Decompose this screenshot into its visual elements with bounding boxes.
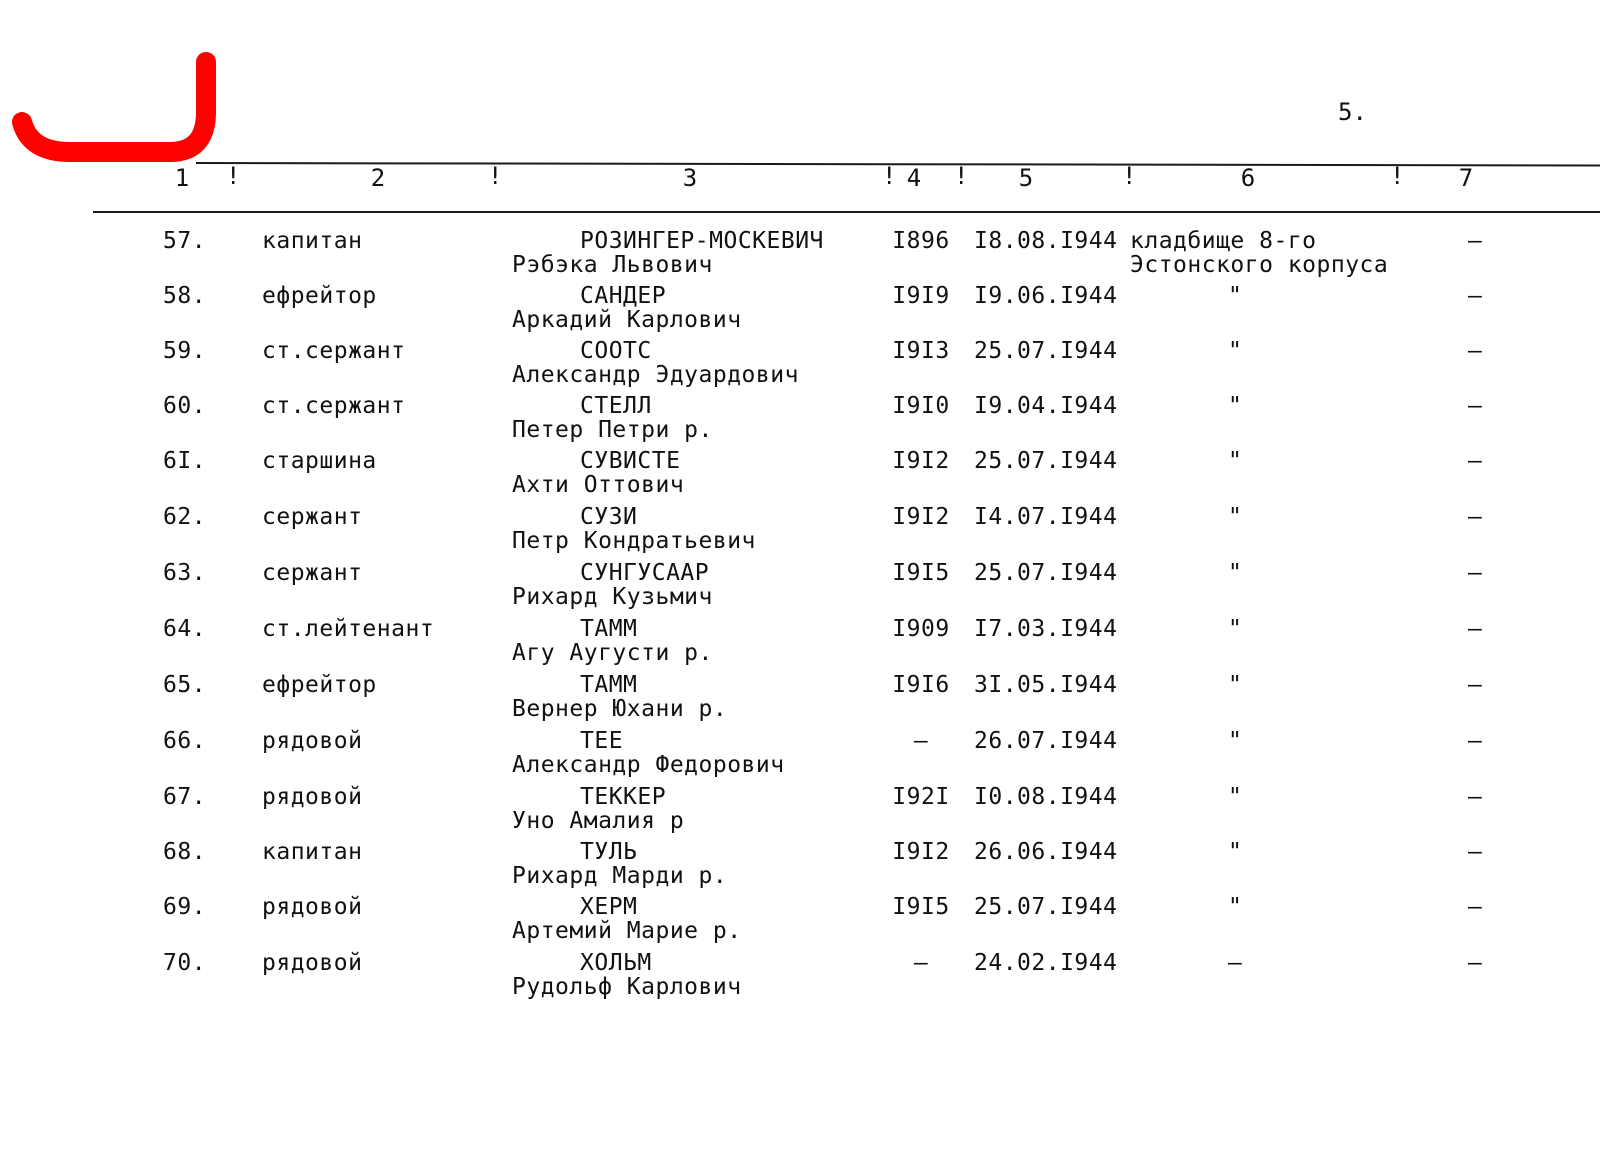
table-row — [0, 672, 1600, 726]
death-date: I0.08.I944 — [974, 784, 1118, 810]
military-rank: сержант — [262, 560, 363, 586]
birth-year: I9I6 — [892, 672, 950, 698]
military-rank: капитан — [262, 228, 363, 254]
death-date: I9.04.I944 — [974, 393, 1118, 419]
death-date: 25.07.I944 — [974, 894, 1118, 920]
row-number: 67. — [163, 784, 207, 810]
surname: СУНГУСААР — [580, 560, 710, 586]
row-number: 63. — [163, 560, 207, 586]
given-name: Петр Кондратьевич — [512, 528, 756, 554]
note: – — [1468, 448, 1483, 474]
burial-place: " — [1228, 616, 1243, 642]
burial-place: " — [1228, 393, 1243, 419]
note: – — [1468, 894, 1483, 920]
death-date: 26.07.I944 — [974, 728, 1118, 754]
row-number: 68. — [163, 839, 207, 865]
burial-place: " — [1228, 784, 1243, 810]
death-date: 25.07.I944 — [974, 560, 1118, 586]
table-row — [0, 338, 1600, 392]
burial-place-line2: Эстонского корпуса — [1130, 252, 1389, 278]
surname: СУВИСТЕ — [580, 448, 681, 474]
military-rank: рядовой — [262, 894, 363, 920]
column-header-7: 7 — [1458, 164, 1474, 192]
burial-place: " — [1228, 894, 1243, 920]
given-name: Уно Амалия р — [512, 808, 685, 834]
row-number: 6I. — [163, 448, 207, 474]
birth-year: I9I2 — [892, 448, 950, 474]
burial-place: – — [1228, 950, 1243, 976]
row-number: 62. — [163, 504, 207, 530]
given-name: Артемий Марие р. — [512, 918, 742, 944]
birth-year: I9I9 — [892, 283, 950, 309]
row-number: 69. — [163, 894, 207, 920]
note: – — [1468, 728, 1483, 754]
row-number: 70. — [163, 950, 207, 976]
birth-year: I9I5 — [892, 560, 950, 586]
given-name: Петер Петри р. — [512, 417, 713, 443]
military-rank: ст.лейтенант — [262, 616, 435, 642]
burial-place: " — [1228, 283, 1243, 309]
military-rank: ст.сержант — [262, 338, 406, 364]
column-header-4: 4 — [906, 164, 922, 192]
given-name: Агу Аугусти р. — [512, 640, 713, 666]
birth-year: I9I2 — [892, 504, 950, 530]
table-row — [0, 950, 1600, 1004]
burial-place: " — [1228, 672, 1243, 698]
row-number: 60. — [163, 393, 207, 419]
death-date: I9.06.I944 — [974, 283, 1118, 309]
surname: СТЕЛЛ — [580, 393, 652, 419]
column-header-5: 5 — [1018, 164, 1034, 192]
note: – — [1468, 338, 1483, 364]
surname: ТАММ — [580, 616, 638, 642]
given-name: Александр Эдуардович — [512, 362, 799, 388]
row-number: 64. — [163, 616, 207, 642]
burial-place: " — [1228, 504, 1243, 530]
row-number: 58. — [163, 283, 207, 309]
note: – — [1468, 672, 1483, 698]
given-name: Александр Федорович — [512, 752, 785, 778]
given-name: Вернер Юхани р. — [512, 696, 728, 722]
military-rank: ефрейтор — [262, 672, 377, 698]
note: – — [1468, 228, 1483, 254]
military-rank: ст.сержант — [262, 393, 406, 419]
birth-year: I9I2 — [892, 839, 950, 865]
military-rank: рядовой — [262, 784, 363, 810]
column-header-2: 2 — [370, 164, 386, 192]
given-name: Рихард Марди р. — [512, 863, 728, 889]
table-row — [0, 393, 1600, 447]
birth-year: I909 — [892, 616, 950, 642]
surname: СУЗИ — [580, 504, 638, 530]
table-row — [0, 283, 1600, 337]
military-rank: рядовой — [262, 728, 363, 754]
note: – — [1468, 283, 1483, 309]
column-header-3: 3 — [682, 164, 698, 192]
death-date: 24.02.I944 — [974, 950, 1118, 976]
death-date: I7.03.I944 — [974, 616, 1118, 642]
given-name: Рихард Кузьмич — [512, 584, 713, 610]
military-rank: ефрейтор — [262, 283, 377, 309]
note: – — [1468, 504, 1483, 530]
birth-year: I896 — [892, 228, 950, 254]
row-number: 66. — [163, 728, 207, 754]
note: – — [1468, 393, 1483, 419]
surname: ХОЛЬМ — [580, 950, 652, 976]
column-separator: ! — [954, 162, 969, 190]
death-date: 25.07.I944 — [974, 338, 1118, 364]
row-number: 65. — [163, 672, 207, 698]
surname: САНДЕР — [580, 283, 667, 309]
death-date: 3I.05.I944 — [974, 672, 1118, 698]
row-number: 59. — [163, 338, 207, 364]
burial-place: кладбище 8-го — [1130, 228, 1317, 254]
surname: ТАММ — [580, 672, 638, 698]
death-date: I8.08.I944 — [974, 228, 1118, 254]
note: – — [1468, 560, 1483, 586]
surname: ХЕРМ — [580, 894, 638, 920]
birth-year: I9I0 — [892, 393, 950, 419]
burial-place: " — [1228, 839, 1243, 865]
column-separator: ! — [488, 162, 503, 190]
row-number: 57. — [163, 228, 207, 254]
surname: ТЕЕ — [580, 728, 624, 754]
military-rank: сержант — [262, 504, 363, 530]
burial-place: " — [1228, 338, 1243, 364]
burial-place: " — [1228, 448, 1243, 474]
birth-year: I9I3 — [892, 338, 950, 364]
table-row — [0, 728, 1600, 782]
surname: ТЕККЕР — [580, 784, 667, 810]
death-date: I4.07.I944 — [974, 504, 1118, 530]
birth-year: – — [913, 950, 929, 976]
burial-place: " — [1228, 728, 1243, 754]
note: – — [1468, 784, 1483, 810]
table-row — [0, 504, 1600, 558]
given-name: Ахти Оттович — [512, 472, 685, 498]
note: – — [1468, 950, 1483, 976]
military-rank: старшина — [262, 448, 377, 474]
surname: РОЗИНГЕР-МОСКЕВИЧ — [580, 228, 824, 254]
surname: СООТС — [580, 338, 652, 364]
death-date: 26.06.I944 — [974, 839, 1118, 865]
military-rank: капитан — [262, 839, 363, 865]
column-separator: ! — [882, 162, 897, 190]
table-row — [0, 784, 1600, 838]
table-row — [0, 839, 1600, 893]
table-row — [0, 894, 1600, 948]
burial-place: " — [1228, 560, 1243, 586]
table-row — [0, 448, 1600, 502]
table-row — [0, 560, 1600, 614]
header-bottom-rule — [93, 211, 1600, 213]
column-separator: ! — [1390, 162, 1405, 190]
given-name: Рэбэка Львович — [512, 252, 713, 278]
column-header-1: 1 — [174, 164, 190, 192]
column-separator: ! — [1122, 162, 1137, 190]
birth-year: I92I — [892, 784, 950, 810]
given-name: Рудольф Карлович — [512, 974, 742, 1000]
page-number: 5. — [1338, 98, 1367, 126]
given-name: Аркадий Карлович — [512, 307, 742, 333]
column-separator: ! — [226, 162, 241, 190]
surname: ТУЛЬ — [580, 839, 638, 865]
military-rank: рядовой — [262, 950, 363, 976]
death-date: 25.07.I944 — [974, 448, 1118, 474]
column-header-6: 6 — [1240, 164, 1256, 192]
note: – — [1468, 616, 1483, 642]
table-row — [0, 616, 1600, 670]
birth-year: – — [913, 728, 929, 754]
note: – — [1468, 839, 1483, 865]
birth-year: I9I5 — [892, 894, 950, 920]
table-row — [0, 228, 1600, 282]
